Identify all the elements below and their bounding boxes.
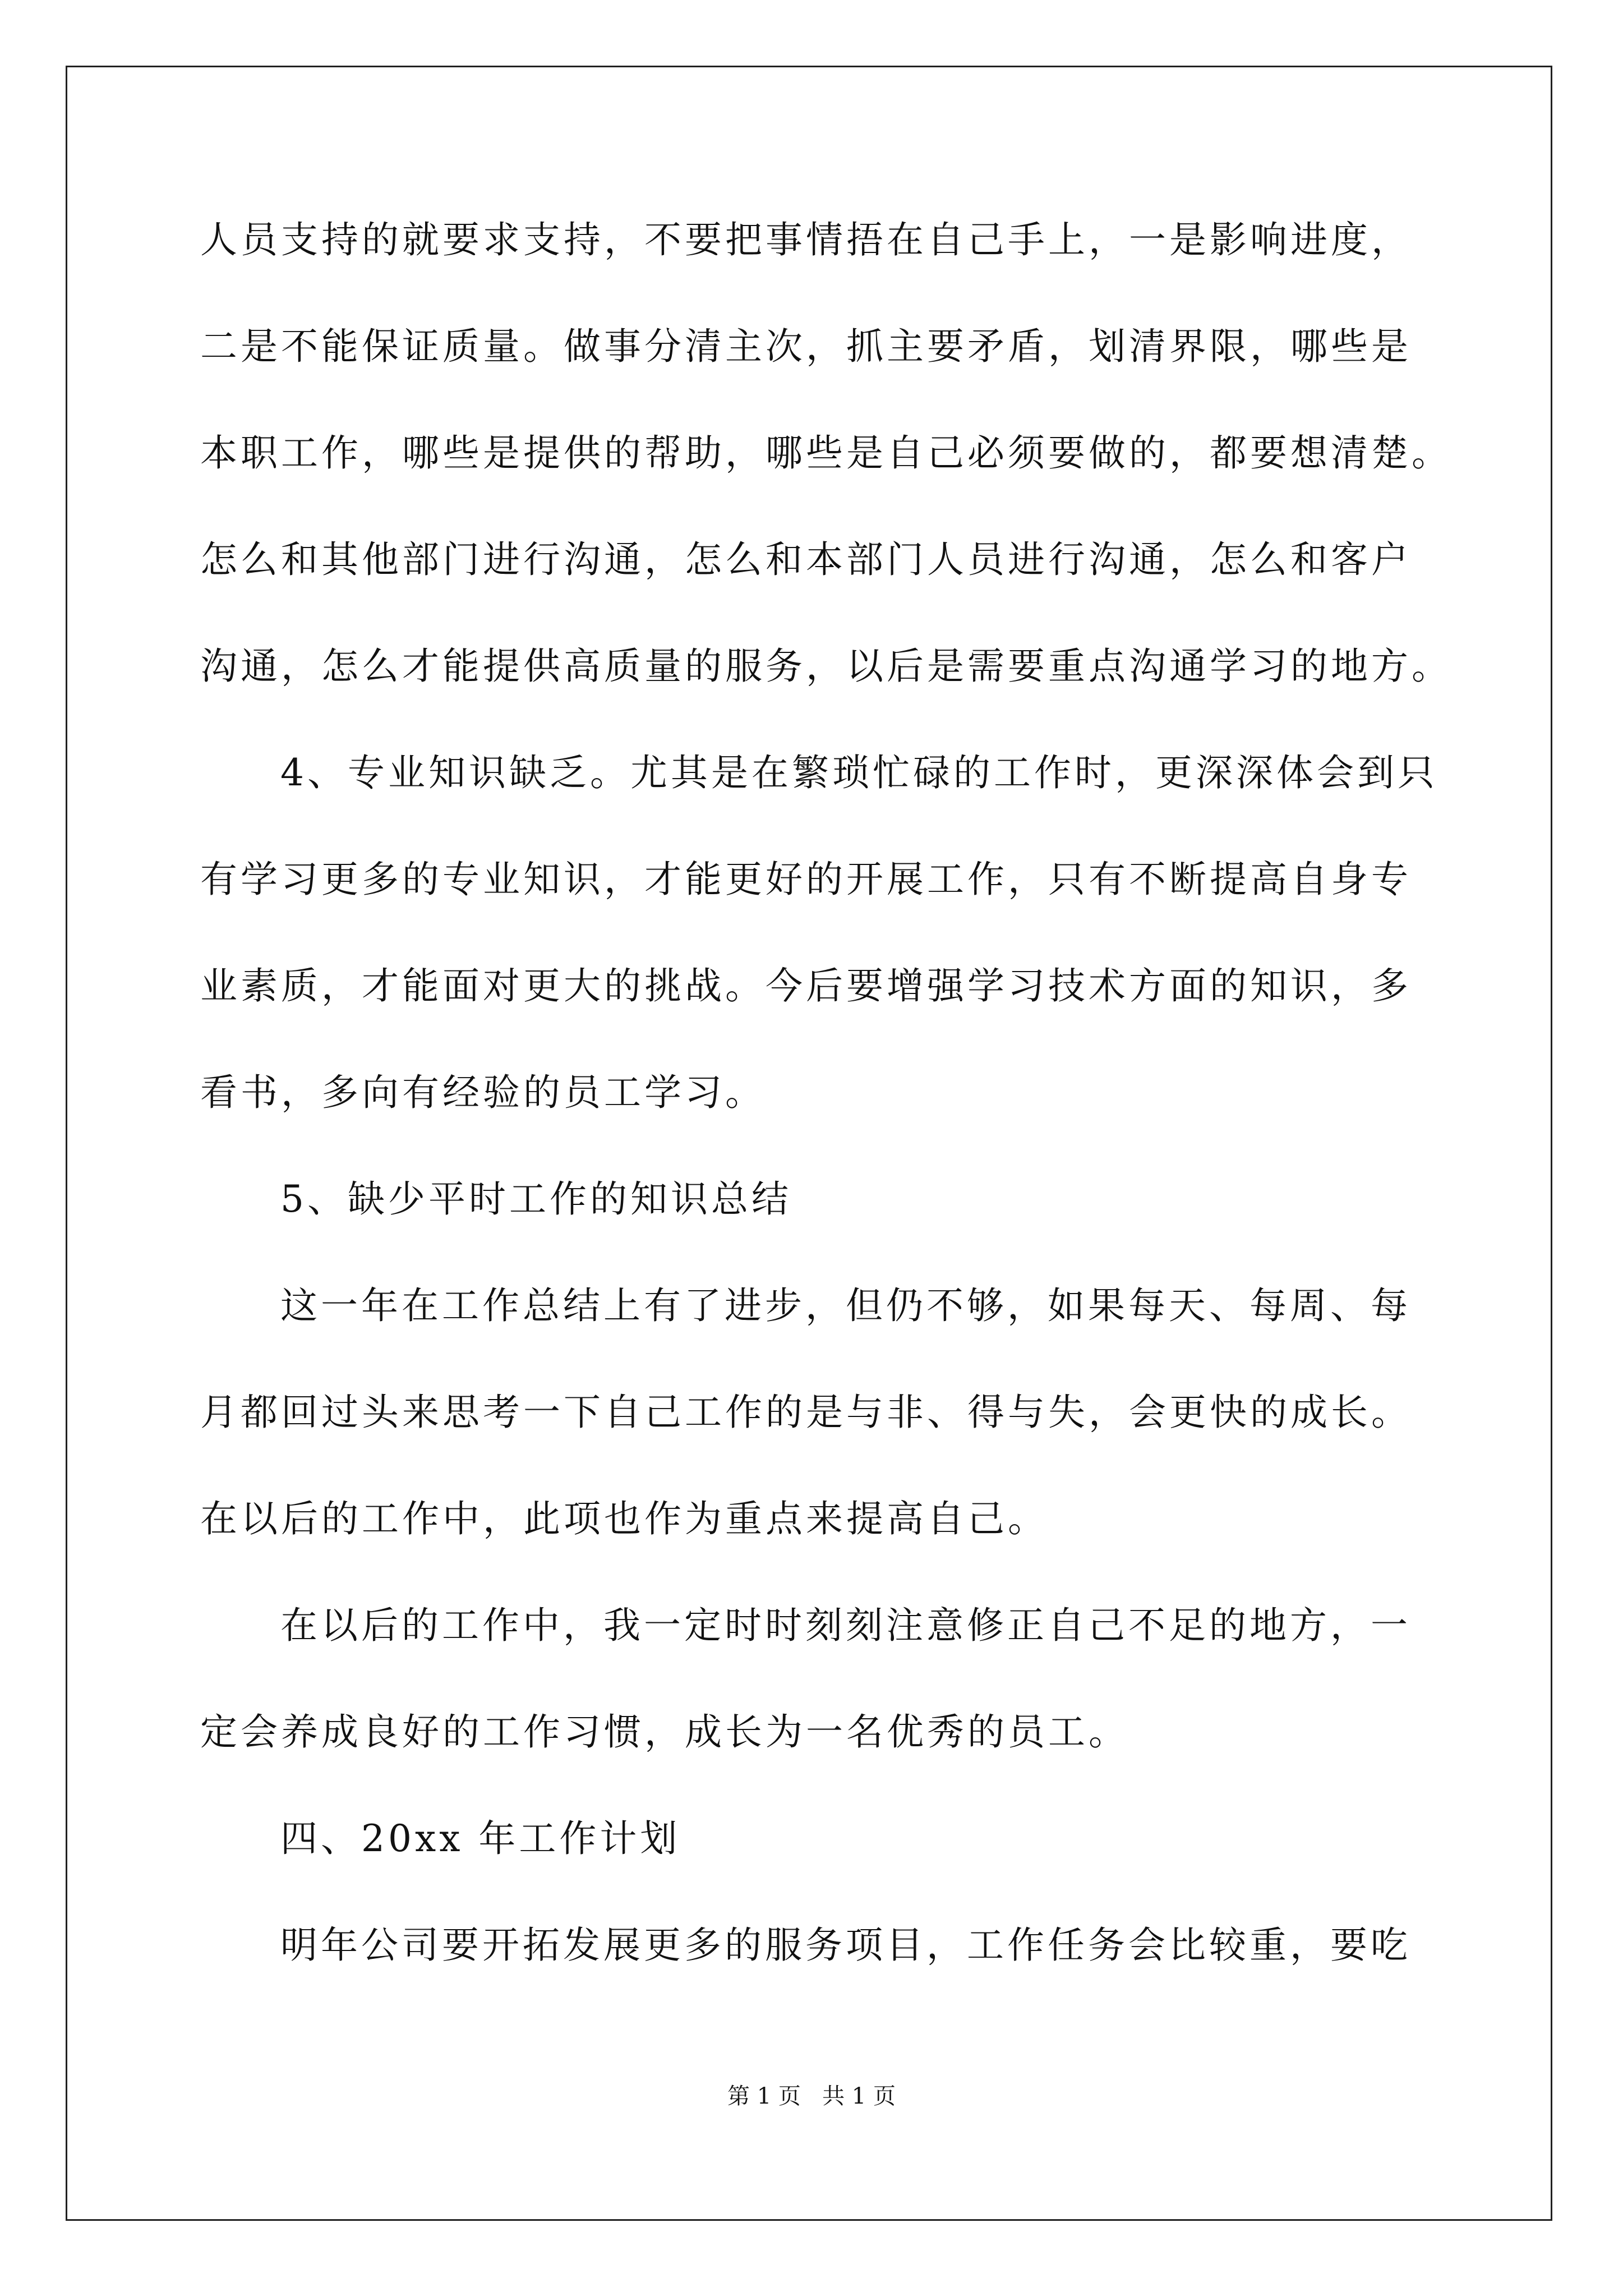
paragraph-line: 沟通，怎么才能提供高质量的服务，以后是需要重点沟通学习的地方。 <box>200 645 1452 688</box>
paragraph-line: 看书，多向有经验的员工学习。 <box>200 1071 766 1114</box>
paragraph-line: 月都回过头来思考一下自己工作的是与非、得与失，会更快的成长。 <box>200 1391 1412 1434</box>
page-border <box>66 66 1552 2221</box>
paragraph-line: 本职工作，哪些是提供的帮助，哪些是自己必须要做的，都要想清楚。 <box>200 431 1452 475</box>
paragraph-line: 人员支持的就要求支持，不要把事情捂在自己手上，一是影响进度， <box>200 218 1412 261</box>
page-footer: 第 1 页 共 1 页 <box>727 2083 896 2109</box>
paragraph-line: 明年公司要开拓发展更多的服务项目，工作任务会比较重，要吃 <box>280 1924 1411 1967</box>
paragraph-line: 二是不能保证质量。做事分清主次，抓主要矛盾，划清界限，哪些是 <box>200 325 1412 368</box>
paragraph-line: 定会养成良好的工作习惯，成长为一名优秀的员工。 <box>200 1710 1129 1754</box>
paragraph-line: 4、专业知识缺乏。尤其是在繁琐忙碌的工作时，更深深体会到只 <box>280 751 1438 794</box>
paragraph-line: 在以后的工作中，此项也作为重点来提高自己。 <box>200 1497 1048 1540</box>
paragraph-line: 5、缺少平时工作的知识总结 <box>280 1177 792 1221</box>
paragraph-line: 有学习更多的专业知识，才能更好的开展工作，只有不断提高自身专 <box>200 858 1412 901</box>
paragraph-line: 业素质，才能面对更大的挑战。今后要增强学习技术方面的知识，多 <box>200 964 1412 1007</box>
paragraph-line: 这一年在工作总结上有了进步，但仍不够，如果每天、每周、每 <box>280 1284 1411 1327</box>
section-heading: 四、20xx 年工作计划 <box>280 1817 681 1860</box>
paragraph-line: 在以后的工作中，我一定时时刻刻注意修正自己不足的地方，一 <box>280 1604 1411 1647</box>
paragraph-line: 怎么和其他部门进行沟通，怎么和本部门人员进行沟通，怎么和客户 <box>200 538 1412 581</box>
